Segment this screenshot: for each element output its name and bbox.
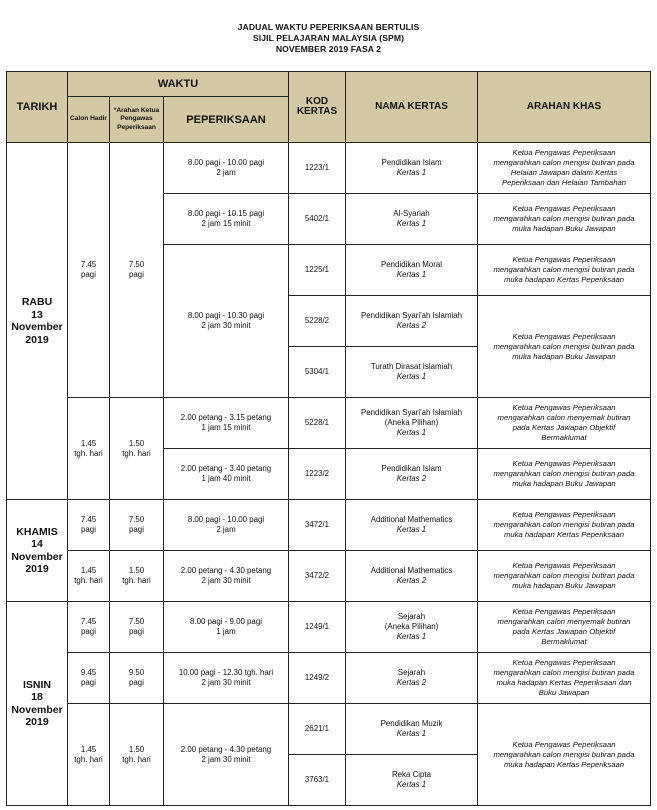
col-header-calon-hadir: Calon Hadir	[68, 97, 110, 143]
col-header-arahan-ketua: *Arahan Ketua Pengawas Peperiksaan	[110, 97, 164, 143]
paper-name: Pendidikan Syari'ah Islamiah Kertas 2	[346, 296, 478, 347]
exam-session: 8.00 pagi - 10.00 pagi 2 jam	[164, 500, 289, 551]
calon-hadir-time: 9.45 pagi	[68, 653, 110, 704]
paper-name: Reka Cipta Kertas 1	[346, 755, 478, 806]
paper-name: Pendidikan Islam Kertas 2	[346, 449, 478, 500]
paper-name: Pendidikan Moral Kertas 1	[346, 245, 478, 296]
header-session: NOVEMBER 2019 FASA 2	[275, 44, 382, 54]
calon-hadir-time: 7.45 pagi	[68, 143, 110, 398]
paper-code: 2621/1	[289, 704, 346, 755]
paper-name: Pendidikan Syari'ah Islamiah (Aneka Pilihan) Kertas 1	[346, 398, 478, 449]
paper-code: 3763/1	[289, 755, 346, 806]
col-header-nama-kertas: NAMA KERTAS	[346, 72, 478, 143]
special-instruction: Ketua Pengawas Peperiksaan mengarahkan calon mengisi butiran pada Helaian Jawapan dalam Kertas Peperiksaan dan Helaian Tambahan	[478, 143, 651, 194]
exam-timetable	[6, 71, 651, 806]
special-instruction: Ketua Pengawas Peperiksaan mengarahkan calon mengisi butiran pada muka hadapan Buku Jawapan	[478, 551, 651, 602]
col-header-peperiksaan: PEPERIKSAAN	[164, 97, 289, 143]
calon-hadir-time: 1.45 tgh. hari	[68, 704, 110, 806]
calon-hadir-time: 1.45 tgh. hari	[68, 551, 110, 602]
header-subtitle: SIJIL PELAJARAN MALAYSIA (SPM)	[252, 33, 405, 43]
calon-hadir-time: 7.45 pagi	[68, 602, 110, 653]
paper-code: 1223/2	[289, 449, 346, 500]
exam-session: 8.00 pagi - 10.30 pagi 2 jam 30 minit	[164, 245, 289, 398]
paper-name: Turath Dirasat Islamiah Kertas 1	[346, 347, 478, 398]
special-instruction: Ketua Pengawas Peperiksaan mengarahkan calon menyemak butiran pada Kertas Jawapan Objektif Bermaklumat	[478, 602, 651, 653]
table-row	[7, 143, 651, 194]
paper-code: 5304/1	[289, 347, 346, 398]
exam-session: 8.00 pagi - 9.00 pagi 1 jam	[164, 602, 289, 653]
special-instruction: Ketua Pengawas Peperiksaan mengarahkan calon mengisi butiran pada muka hadapan Kertas Peperiksaan	[478, 500, 651, 551]
col-header-waktu: WAKTU	[68, 72, 289, 97]
table-row	[7, 551, 651, 602]
exam-session: 8.00 pagi - 10.00 pagi 2 jam	[164, 143, 289, 194]
table-row	[7, 500, 651, 551]
paper-code: 1249/2	[289, 653, 346, 704]
arahan-ketua-time: 7.50 pagi	[110, 602, 164, 653]
exam-session: 8.00 pagi - 10.15 pagi 2 jam 15 minit	[164, 194, 289, 245]
col-header-kod-kertas: KOD KERTAS	[289, 72, 346, 143]
arahan-ketua-time: 9.50 pagi	[110, 653, 164, 704]
exam-session: 2.00 petang - 3.40 petang 1 jam 40 minit	[164, 449, 289, 500]
arahan-ketua-time: 7.50 pagi	[110, 500, 164, 551]
table-row	[7, 602, 651, 653]
arahan-ketua-time: 7.50 pagi	[110, 143, 164, 398]
paper-code: 5228/1	[289, 398, 346, 449]
date-cell-rabu: RABU 13 November 2019	[7, 143, 68, 500]
paper-code: 5228/2	[289, 296, 346, 347]
paper-name: Al-Syariah Kertas 1	[346, 194, 478, 245]
date-cell-isnin: ISNIN 18 November 2019	[7, 602, 68, 806]
special-instruction: Ketua Pengawas Peperiksaan mengarahkan calon mengisi butiran pada muka hadapan Buku Jawapan	[478, 449, 651, 500]
document-header	[0, 22, 657, 55]
special-instruction: Ketua Pengawas Peperiksaan mengarahkan calon mengisi butiran pada muka hadapan Buku Jawapan	[478, 194, 651, 245]
calon-hadir-time: 7.45 pagi	[68, 500, 110, 551]
col-header-arahan-khas: ARAHAN KHAS	[478, 72, 651, 143]
special-instruction: Ketua Pengawas Peperiksaan mengarahkan calon menyemak butiran pada Kertas Jawapan Objektif Bermaklumat	[478, 398, 651, 449]
special-instruction: Ketua Pengawas Peperiksaan mengarahkan calon mengisi butiran pada muka hadapan Buku Jawapan	[478, 296, 651, 398]
paper-code: 5402/1	[289, 194, 346, 245]
paper-code: 1249/1	[289, 602, 346, 653]
special-instruction: Ketua Pengawas Peperiksaan mengarahkan calon mengisi butiran pada muka hadapan Kertas Peperiksaan dan Buku Jawapan	[478, 653, 651, 704]
table-row	[7, 653, 651, 704]
paper-name: Additional Mathematics Kertas 1	[346, 500, 478, 551]
arahan-ketua-time: 1.50 tgh. hari	[110, 551, 164, 602]
paper-name: Pendidikan Islam Kertas 1	[346, 143, 478, 194]
paper-name: Sejarah (Aneka Pilihan) Kertas 1	[346, 602, 478, 653]
table-row	[7, 704, 651, 755]
paper-code: 1225/1	[289, 245, 346, 296]
special-instruction: Ketua Pengawas Peperiksaan mengarahkan calon mengisi butiran pada muka hadapan Kertas Peperiksaan	[478, 245, 651, 296]
paper-name: Additional Mathematics Kertas 2	[346, 551, 478, 602]
date-cell-khamis: KHAMIS 14 November 2019	[7, 500, 68, 602]
exam-session: 2.00 petang - 3.15 petang 1 jam 15 minit	[164, 398, 289, 449]
paper-code: 3472/2	[289, 551, 346, 602]
header-title: JADUAL WAKTU PEPERIKSAAN BERTULIS	[237, 22, 420, 32]
arahan-ketua-time: 1.50 tgh. hari	[110, 398, 164, 500]
paper-name: Pendidikan Muzik Kertas 1	[346, 704, 478, 755]
paper-code: 3472/1	[289, 500, 346, 551]
calon-hadir-time: 1.45 tgh. hari	[68, 398, 110, 500]
table-row	[7, 398, 651, 449]
exam-session: 10.00 pagi - 12.30 tgh. hari 2 jam 30 minit	[164, 653, 289, 704]
paper-code: 1223/1	[289, 143, 346, 194]
arahan-ketua-time: 1.50 tgh. hari	[110, 704, 164, 806]
special-instruction: Ketua Pengawas Peperiksaan mengarahkan calon mengisi butiran pada muka hadapan Kertas Peperiksaan	[478, 704, 651, 806]
col-header-tarikh: TARIKH	[7, 72, 68, 143]
paper-name: Sejarah Kertas 2	[346, 653, 478, 704]
exam-session: 2.00 petang - 4.30 petang 2 jam 30 minit	[164, 704, 289, 806]
exam-session: 2.00 petang - 4.30 petang 2 jam 30 minit	[164, 551, 289, 602]
